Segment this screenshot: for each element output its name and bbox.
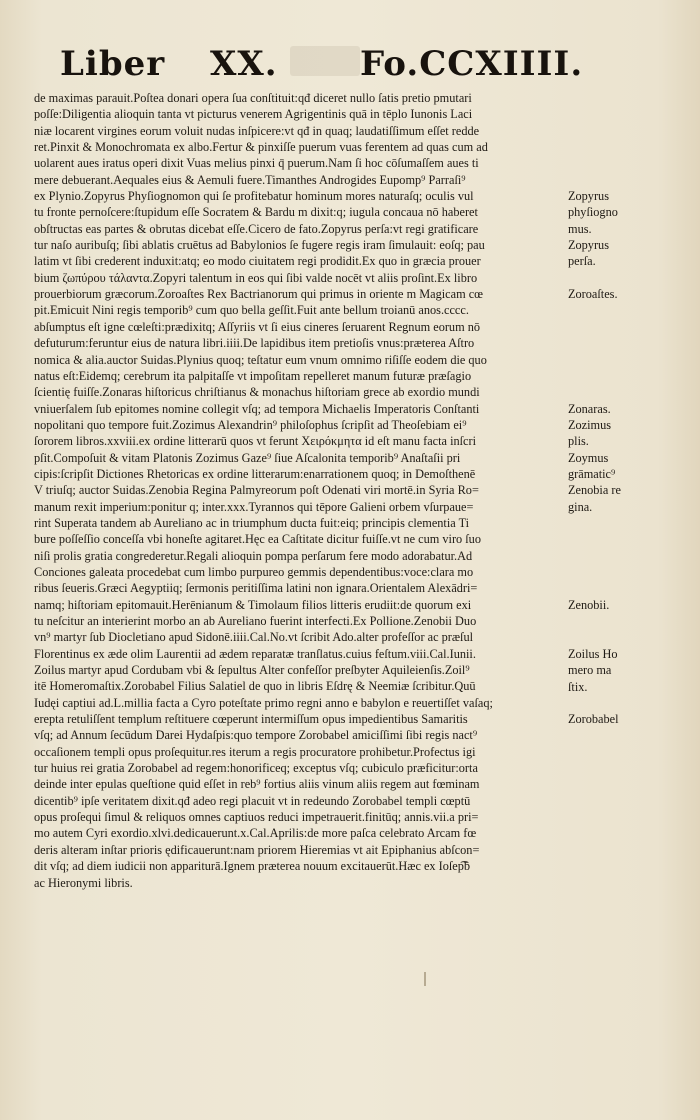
margin-note-line: Zenobia re (568, 483, 621, 498)
text-line: tur naſo auribuſq; ſibi ablatis cruētus ad Babylonios ſe fugere regis iram ſimulauit: eoſq; pau (34, 238, 485, 253)
text-line: vſq; ad Annum ſecūdum Darei Hydaſpis:quo tempore Zorobabel amiciſſimi ſibi regis nact⁹ (34, 728, 478, 743)
margin-note-line: Zopyrus (568, 189, 609, 204)
text-line: manum rexit imperium:ponitur q; inter.xxx.Tyrannos qui tēpore Galieni orbem vſurpaue= (34, 499, 474, 514)
text-line: ac Hieronymi libris. (34, 875, 133, 890)
running-head-book-number: XX. (210, 44, 278, 84)
text-line: bure poſſeſſio conceſſa vbi honeſte agitaret.Hęc ea Caſtitate dicitur fuiſſe.vt ne cum viro ſuo (34, 532, 481, 547)
text-line: rint Superata tandem ab Aureliano ac in triumphum ducta fuit:eiq; principis clementia Ti (34, 515, 470, 530)
margin-note (568, 597, 668, 613)
text-line: ret.Pinxit & Monochromata ex albo.Fertur & pinxiſſe puerum vuas ferentem ad quas cum ad (34, 140, 488, 155)
text-line: deinde inter epulas queſtione quid eſſet in reb⁹ fortius aliis vinum aliis regem aut fœminam (34, 777, 480, 792)
text-line: Conciones galeata procedebat cum limbo purpureo gemmis dependentibus:voce:clara mo (34, 564, 474, 579)
text-line: vniuerſalem ſub epitomes nomine collegit vſq; ad tempora Michaelis Imperatoris Conſtanti (34, 401, 480, 416)
text-line: occaſionem templi opus proſequitur.res iterum a regis procuratore prohibetur.Profectus igi (34, 744, 476, 759)
margin-note-line: Zenobii. (568, 597, 610, 612)
margin-note-line: plis. (568, 434, 589, 449)
margin-note-line: Zozimus (568, 418, 612, 432)
text-line: cipis:ſcripſit Dictiones Rhetoricas ex ordine litterarum:enarrationem quoq; in Demoſthenē (34, 466, 476, 481)
margin-note-line: mero ma (568, 663, 612, 678)
main-text-column (34, 90, 562, 891)
text-line: namq; hiſtoriam epitomauit.Herēnianum & Timolaum filios litteris erudiit:de quorum exi (34, 597, 472, 612)
margin-note-line: Zonaras. (568, 401, 611, 416)
text-line: Zoilus martyr apud Cordubam vbi & ſepultus Alter confeſſor preſbyter Aquileienſis.Zoil⁹ (34, 663, 470, 678)
margin-note-line: Zoilus Ho (568, 646, 618, 661)
text-line: Iudęi captiui ad.L.millia facta a Cyro poteſtate primo regni anno e babylon e reuertiſſet vaſaq; (34, 695, 493, 710)
margin-note-line: perſa. (568, 254, 596, 269)
running-head-liber: Liber (60, 44, 166, 84)
text-line: niæ locarent virgines eorum voluit nudas inſpicere:vt qđ in quaq; laudatiſſimum eſſet redde (34, 123, 480, 138)
text-line: vn⁹ martyr ſub Diocletiano apud Sidonē.iiii.Cal.No.vt ſcribit Ado.alter profeſſor ac præſul (34, 630, 474, 645)
text-line: ſororem libros.xxviii.ex ordine litterarū quos vt ferunt Χειρόκμητα id eſt manu facta inſcri (34, 434, 477, 449)
text-line: defuturum:feruntur eius de natura libri.iiii.De lapidibus item pretioſis vnus:præterea Aſtro (34, 336, 475, 351)
text-line: obſtructas eas partes & obrutas dicebat eſſe.Cicero de fato.Zopyrus perſa:vt regi gratificare (34, 221, 479, 236)
text-line: nomica & alia.auctor Suidas.Plynius quoq; teſtatur eum vnum omnimo riſiſſe eodem die quo (34, 352, 487, 367)
text-line: abſumptus eſt igne cœleſti:prædixitq; Aſſyriis vt ſi eius cineres ſeruarent Regnum eorum nō (34, 319, 481, 334)
margin-note-line: mus. (568, 221, 592, 236)
text-line: ex Plynio.Zopyrus Phyſiognomon qui ſe profitebatur hominum mores naturaſq; oculis vul (34, 189, 474, 204)
margin-note (568, 646, 668, 695)
margin-note-line: phyſiogno (568, 205, 618, 220)
text-line: mere debuerant.Aequales eius & Aemuli fuere.Timanthes Androgides Eupomp⁹ Parraſi⁹ (34, 172, 466, 187)
text-line: tur huius rei gratia Zorobabel ad regem:honorificeq; exceptus vſq; cubiculo præficitur:orta (34, 761, 478, 776)
text-line: tu fronte pernoſcere:ſtupidum eſſe Socratem & Bardu m dixit:q; iugula concaua nō haberet (34, 205, 478, 220)
text-line: natus eſt:Eidemq; cerebrum ita palpitaſſe vt impoſitam repelleret manum futuræ præſagio (34, 368, 472, 383)
text-line: ribus ſeueris.Græci Aegyptiiq; ſermonis peritiſſima latini non ignara.Orientalem Alexādri= (34, 581, 478, 596)
margin-note-line: gina. (568, 499, 593, 514)
text-line: dicentib⁹ ipſe veritatem dixit.qđ adeo regi placuit vt in redeundo Zorobabel templi cœptū (34, 793, 471, 808)
margin-note-line: Zorobabel (568, 712, 619, 727)
margin-note-line: Zopyrus (568, 238, 609, 253)
text-line: deris alteram inſtar prioris ędificauerunt:nam priorem Hieremias vt ait Epiphanius abſcon= (34, 842, 480, 857)
text-line: itē Homeromaſtix.Zorobabel Filius Salatiel de quo in libris Eſdrę & Neemiæ ſcribitur.Quū (34, 679, 476, 694)
text-line: tu neſcitur an interierint morbo an ab Aureliano fuerint interfecti.Ex Pollione.Zenobii Duo (34, 614, 477, 628)
text-line: uolarent aues iratus operi dixit Vuas melius pinxi q̄ puerum.Nam ſi hoc cōſumaſſem aues ti (34, 156, 479, 171)
text-line: V triuſq; auctor Suidas.Zenobia Regina Palmyreorum poſt Odenati viri mortē.in Syria Ro= (34, 483, 479, 498)
text-line: dit vſq; ad diem iudicii non appariturā.Ignem præterea nouum excitauerūt.Hæc ex Ioſep͡ƀ (34, 859, 471, 874)
margin-note-line: Zoroaſtes. (568, 287, 618, 302)
text-line: ſcientię fuiſſe.Zonaras hiſtoricus chriſtianus & monachus hiſtoriam grece ab exordio mundi (34, 385, 480, 400)
running-head (60, 44, 584, 90)
margin-note (568, 188, 668, 270)
running-head-folio-number: Fo.CCXIIII. (360, 44, 584, 84)
stray-mark (424, 972, 426, 986)
margin-note-line: grāmatic⁹ (568, 467, 616, 482)
text-line: erepta retuliſſent templum reſtituere cœperunt intermiſſum opus impedientibus Samaritis (34, 712, 468, 727)
margin-note (568, 711, 668, 727)
text-line: nopolitani quo tempore fuit.Zozimus Alexandrin⁹ philoſophus ſcripſit ad Theoſebiam ei⁹ (34, 417, 467, 432)
margin-note (568, 401, 668, 417)
text-line: opus proſequi ſimul & reliquos omnes captiuos reduci impetrauerit.finitūq; annis.vii.a pri= (34, 810, 479, 825)
margin-note (568, 417, 668, 515)
text-line: Florentinus ex æde olim Laurentii ad ædem reparatæ tranſlatus.cuius feſtum.viii.Cal.Iunii. (34, 646, 476, 661)
margin-note (568, 286, 668, 302)
margin-note-line: Zoymus (568, 450, 609, 465)
text-line: de maximas parauit.Poſtea donari opera ſua conſtituit:qđ diceret nullo ſatis pretio pmutari (34, 91, 472, 105)
text-line: latim vt ſibi crederent induxit:atq; eo modo ciuitatem regi prodidit.Ex quo in græcia prouer (34, 254, 481, 269)
text-line: niſi prolis gratia congrederetur.Regali alioquin pompa perſarum fere modo adorabatur.Ad (34, 548, 473, 563)
margin-note-line: ſtix. (568, 679, 588, 694)
text-line: bium ζωπύρου τάλαντα.Zopyri talentum in eos qui ſibi valde nocēt vt aliis proſint.Ex libro (34, 270, 478, 285)
text-line: poſſe:Diligentia alioquin tanta vt picturus venerem Agrigentinis quā in tēplo Iunonis Laci (34, 107, 473, 122)
text-line: pit.Emicuit Nini regis temporib⁹ cum quo bella geſſit.Fuit ante bellum troianū anos.cccc. (34, 303, 469, 318)
text-line: prouerbiorum græcorum.Zoroaſtes Rex Bactrianorum qui primus in oriente m Magicam cœ (34, 287, 484, 302)
text-line: mo autem Cyri exordio.xlvi.dedicauerunt.x.Cal.Aprilis:de more paſca celebrato Arcam fœ (34, 826, 477, 841)
text-line: pſit.Compoſuit & vitam Platonis Zozimus Gaze⁹ ſiue Aſcalonita temporib⁹ Anaſtaſii pri (34, 450, 461, 465)
